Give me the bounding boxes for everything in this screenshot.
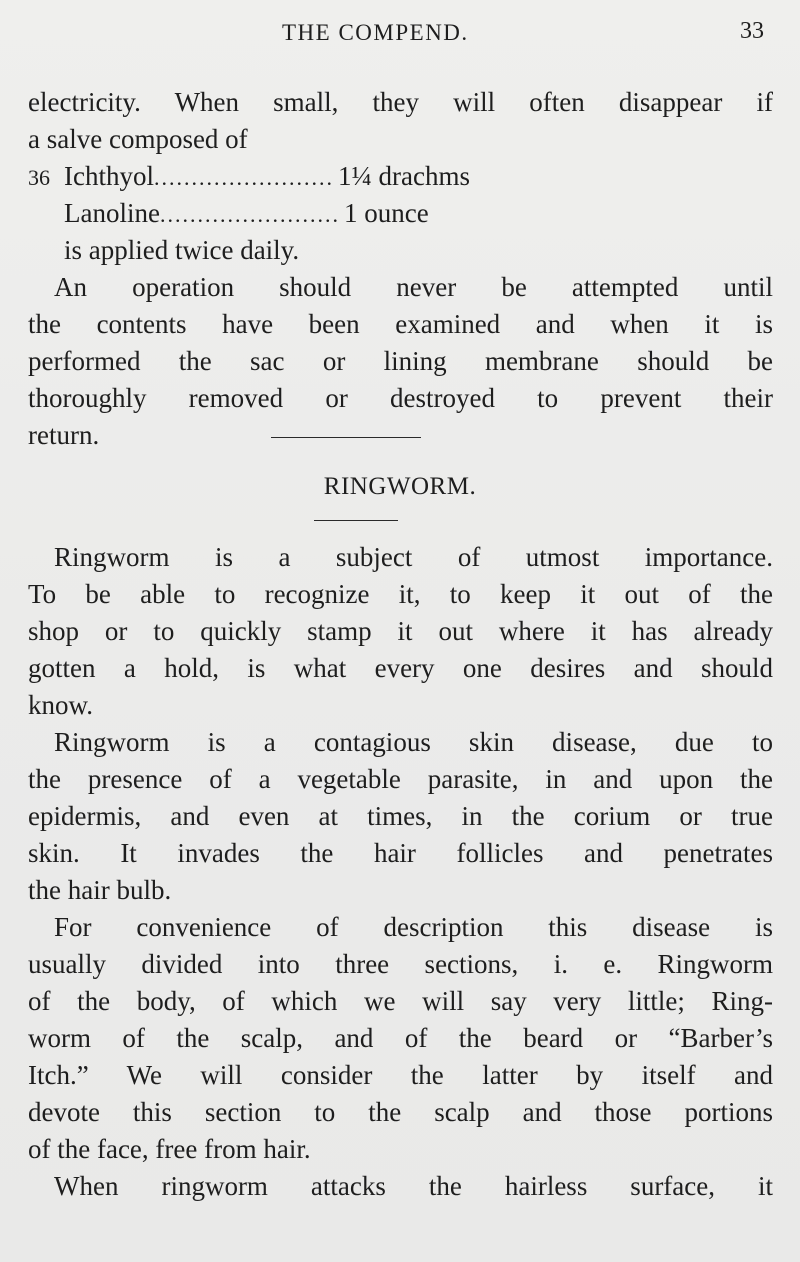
prescription-number: 36 (28, 165, 50, 190)
text-line: epidermis, and even at times, in the corium or true (28, 801, 773, 831)
ingredient-name: Lanoline (64, 198, 160, 228)
text-line: the presence of a vegetable parasite, in and upon the (28, 764, 773, 794)
text-line: performed the sac or lining membrane should be (28, 346, 773, 376)
text-line: When ringworm attacks the hairless surface, it (54, 1171, 773, 1201)
ingredient-quantity: 1¼ drachms (337, 161, 470, 191)
text-line: the contents have been examined and when it is (28, 309, 773, 339)
text-line: An operation should never be attempted until (54, 272, 773, 302)
page-number: 33 (740, 18, 764, 44)
text-line: worm of the scalp, and of the beard or “Barber’s (28, 1023, 773, 1053)
body-text (28, 84, 773, 454)
ringworm-text (28, 539, 773, 1205)
running-head (0, 18, 800, 58)
section-heading: RINGWORM. (323, 473, 477, 500)
text-line: thoroughly removed or destroyed to prevent their (28, 383, 773, 413)
text-line: return. (28, 420, 100, 450)
rule-above-heading (271, 437, 421, 438)
text-line: gotten a hold, is what every one desires and should (28, 653, 773, 683)
text-line: know. (28, 690, 93, 720)
running-title: THE COMPEND. (282, 20, 469, 45)
ingredient-quantity: 1 ounce (343, 198, 429, 228)
rule-below-heading (314, 520, 398, 521)
text-line: of the face, free from hair. (28, 1134, 311, 1164)
prescription-line (28, 158, 773, 195)
dot-leader: ........................ (153, 165, 334, 190)
text-line: shop or to quickly stamp it out where it has already (28, 616, 773, 646)
text-line: of the body, of which we will say very little; Ring- (28, 986, 773, 1016)
text-line: is applied twice daily. (64, 235, 300, 265)
text-line: devote this section to the scalp and those portions (28, 1097, 773, 1127)
dot-leader: ........................ (159, 202, 340, 227)
text-line: Ringworm is a contagious skin disease, due to (54, 727, 773, 757)
text-line: the hair bulb. (28, 875, 172, 905)
text-line: Itch.” We will consider the latter by itself and (28, 1060, 773, 1090)
text-line: usually divided into three sections, i. e. Ringworm (28, 949, 773, 979)
text-line: skin. It invades the hair follicles and penetrates (28, 838, 773, 868)
text-line: To be able to recognize it, to keep it out of the (28, 579, 773, 609)
text-line: a salve composed of (28, 124, 248, 154)
text-line: For convenience of description this disease is (54, 912, 773, 942)
text-line: electricity. When small, they will often disappear if (28, 87, 773, 117)
prescription-line (28, 195, 773, 232)
ingredient-name: Ichthyol (64, 161, 154, 191)
text-line: Ringworm is a subject of utmost importance. (54, 542, 773, 572)
